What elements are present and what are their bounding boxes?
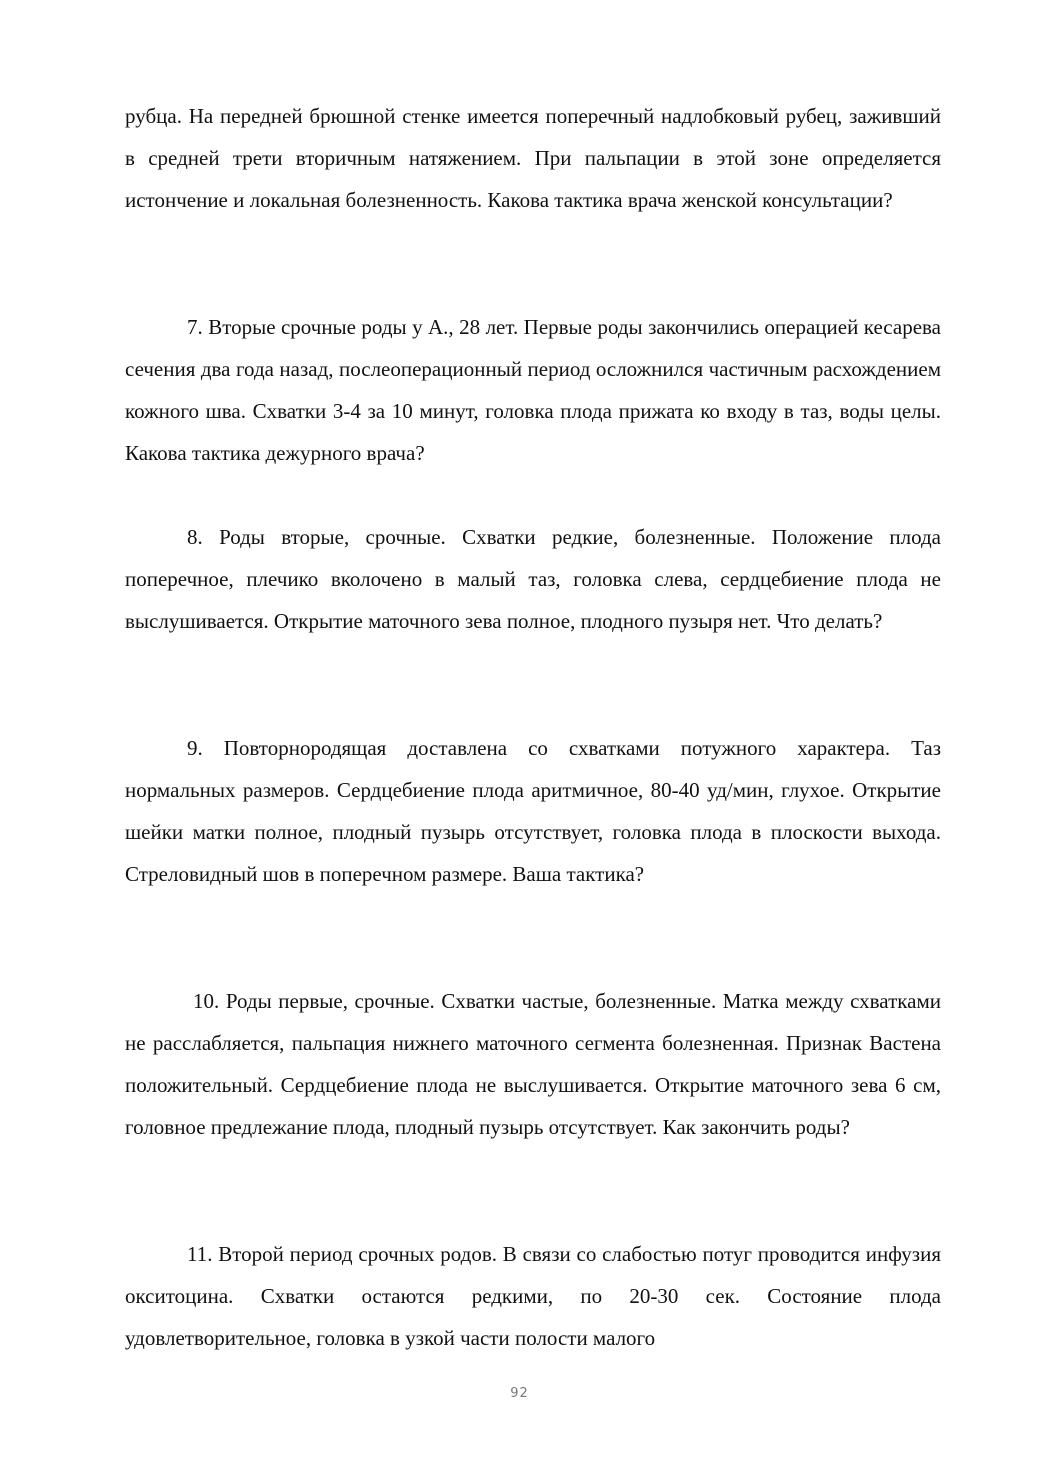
paragraph-task-10 — [125, 980, 941, 1148]
page-number: 92 — [510, 1386, 529, 1401]
paragraph-text: рубца. На передней брюшной стенке имеется поперечный надлобковый рубец, заживший в средней трети вторичным натяжением. При пальпации в этой зоне определяется истончение и локальная болезненность. Какова тактика врача женской консультации? — [125, 104, 941, 212]
paragraph-task-7 — [125, 306, 941, 474]
paragraph-text: 9. Повторнородящая доставлена со схватками потужного характера. Таз нормальных размеров. Сердцебиение плода аритмичное, 80-40 уд/мин, глухое. Открытие шейки матки полное, плодный пузырь отсутствует, головка плода в плоскости выхода. Стреловидный шов в поперечном размере. Ваша тактика? — [125, 736, 941, 886]
paragraph-text: 8. Роды вторые, срочные. Схватки редкие, болезненные. Положение плода поперечное, плечико вколочено в малый таз, головка слева, сердцебиение плода не выслушивается. Открытие маточного зева полное, плодного пузыря нет. Что делать? — [125, 525, 941, 633]
paragraph-continuation — [125, 95, 941, 221]
paragraph-task-8 — [125, 516, 941, 642]
paragraph-task-11 — [125, 1233, 941, 1359]
paragraph-text: 7. Вторые срочные роды у А., 28 лет. Первые роды закончились операцией кесарева сечения два года назад, послеоперационный период осложнился частичным расхождением кожного шва. Схватки 3-4 за 10 минут, головка плода прижата ко входу в таз, воды целы. Какова тактика дежурного врача? — [125, 315, 941, 465]
paragraph-text: 10. Роды первые, срочные. Схватки частые, болезненные. Матка между схватками не расслабляется, пальпация нижнего маточного сегмента болезненная. Признак Вастена положительный. Сердцебиение плода не выслушивается. Открытие маточного зева 6 см, головное предлежание плода, плодный пузырь отсутствует. Как закончить роды? — [125, 989, 941, 1139]
paragraph-task-9 — [125, 727, 941, 895]
paragraph-text: 11. Второй период срочных родов. В связи со слабостью потуг проводится инфузия окситоцина. Схватки остаются редкими, по 20-30 сек. Состояние плода удовлетворительное, головка в узкой части полости малого — [125, 1242, 941, 1350]
